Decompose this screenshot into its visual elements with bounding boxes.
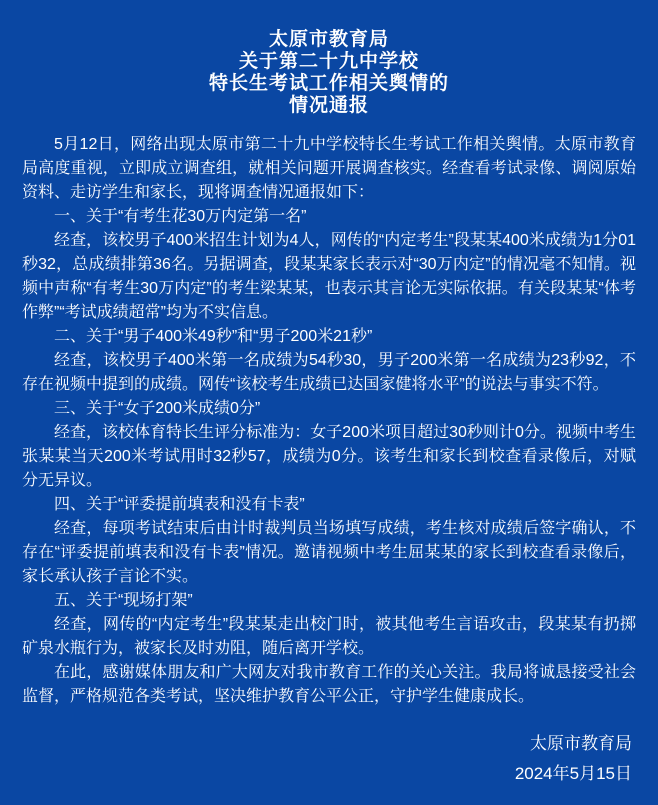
notice-paragraph: 经查，该校男子400米第一名成绩为54秒30，男子200米第一名成绩为23秒92，不存在视频中提到的成绩。网传“该校考生成绩已达国家健将水平”的说法与事实不符。 xyxy=(22,352,636,393)
notice-title-line: 关于第二十九中学校 xyxy=(238,51,419,72)
notice-paragraph: 经查，网传的“内定考生”段某某走出校门时，被其他考生言语攻击，段某某有扔掷矿泉水瓶行为，被家长及时劝阻，随后离开学校。 xyxy=(22,616,636,657)
signature-block xyxy=(0,729,658,789)
notice-paragraph: 三、关于“女子200米成绩0分” xyxy=(54,400,261,417)
notice-paragraph: 一、关于“有考生花30万内定第一名” xyxy=(54,208,307,225)
notice-paragraph: 经查，每项考试结束后由计时裁判员当场填写成绩，考生核对成绩后签字确认，不存在“评委提前填表和没有卡表”情况。邀请视频中考生屈某某的家长到校查看录像后，家长承认孩子言论不实。 xyxy=(22,520,636,585)
notice-paragraph: 在此，感谢媒体朋友和广大网友对我市教育工作的关心关注。我局将诚恳接受社会监督，严格规范各类考试，坚决维护教育公平公正，守护学生健康成长。 xyxy=(22,664,636,705)
notice-paragraph: 5月12日，网络出现太原市第二十九中学校特长生考试工作相关舆情。太原市教育局高度重视，立即成立调查组，就相关问题开展调查核实。经查看考试录像、调阅原始资料、走访学生和家长，现将调查情况通报如下： xyxy=(22,136,636,201)
notice-title-line: 太原市教育局 xyxy=(268,29,389,50)
signature-date: 2024年5月15日 xyxy=(514,764,632,783)
notice-body xyxy=(0,133,658,709)
notice-paragraph: 五、关于“现场打架” xyxy=(54,592,193,609)
notice-paragraph: 四、关于“评委提前填表和没有卡表” xyxy=(54,496,305,513)
notice-title xyxy=(0,0,658,117)
signature-org: 太原市教育局 xyxy=(530,734,632,753)
notice-title-line: 特长生考试工作相关舆情的 xyxy=(208,73,449,94)
notice-paragraph: 经查，该校体育特长生评分标准为：女子200米项目超过30秒则计0分。视频中考生张某某当天200米考试用时32秒57，成绩为0分。该考生和家长到校查看录像后，对赋分无异议。 xyxy=(22,424,636,489)
notice-title-line: 情况通报 xyxy=(288,95,369,116)
notice-paragraph: 二、关于“男子400米49秒”和“男子200米21秒” xyxy=(54,328,373,345)
notice-paragraph: 经查，该校男子400米招生计划为4人，网传的“内定考生”段某某400米成绩为1分01秒32，总成绩排第36名。另据调查，段某某家长表示对“30万内定”的情况毫不知情。视频中声称“有考生30万内定”的考生梁某某，也表示其言论无实际依据。有关段某某“体考作弊”“考试成绩超常”均为不实信息。 xyxy=(22,232,636,321)
